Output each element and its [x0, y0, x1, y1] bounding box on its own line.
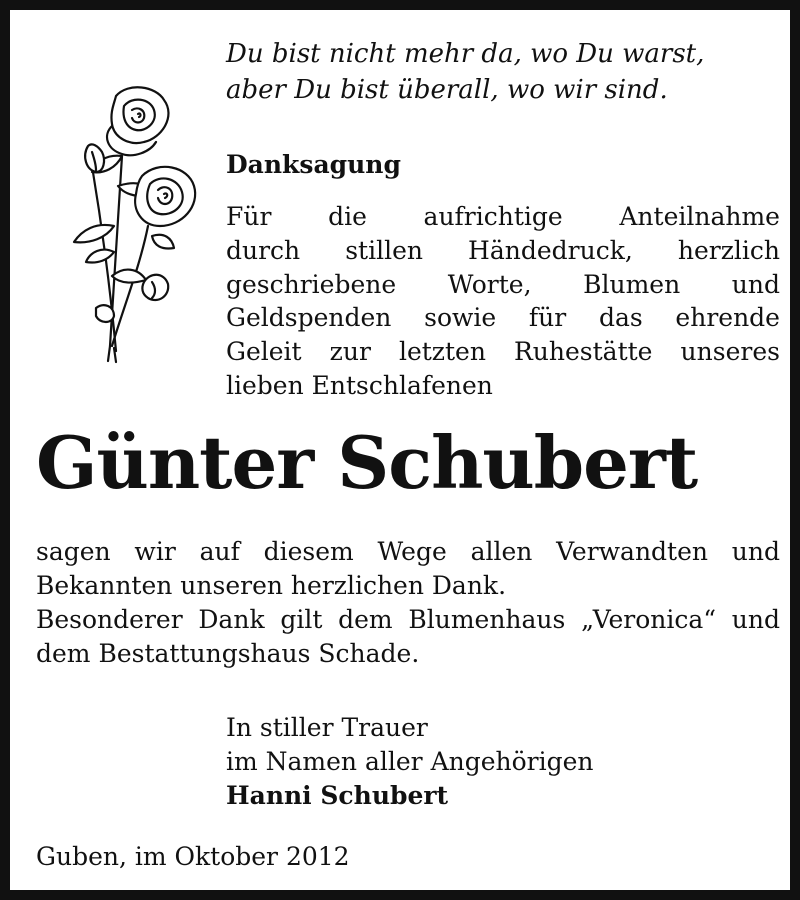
word: Geldspenden: [226, 303, 392, 333]
word: allen: [470, 537, 533, 566]
word: und: [731, 269, 780, 299]
word: gilt: [280, 605, 323, 634]
quote-line: Du bist nicht mehr da, wo Du warst,: [226, 39, 705, 69]
word: stillen: [345, 235, 423, 265]
word: sowie: [424, 303, 497, 333]
word: „Veronica“: [581, 605, 717, 634]
quote-line: aber Du bist überall, wo wir sind.: [226, 75, 668, 105]
word: diesem: [263, 537, 354, 566]
place-date: Guben, im Oktober 2012: [36, 842, 350, 871]
text-line: [226, 200, 780, 234]
word: das: [598, 303, 643, 333]
word: und: [731, 537, 780, 566]
word: Ruhestätte: [513, 337, 653, 367]
word: für: [528, 303, 567, 333]
word: und: [731, 605, 780, 634]
word: Wege: [377, 537, 447, 566]
text-line: Bekannten unseren herzlichen Dank.: [36, 571, 507, 600]
signature-block: [226, 711, 594, 813]
word: Besonderer: [36, 605, 183, 634]
deceased-name: Günter Schubert: [36, 420, 698, 505]
thanks-paragraph: [36, 535, 780, 671]
text-line: [226, 268, 780, 302]
intro-paragraph: [226, 200, 780, 403]
text-line: [226, 234, 780, 268]
word: letzten: [398, 337, 486, 367]
word: Verwandten: [556, 537, 708, 566]
word: aufrichtige: [423, 202, 563, 231]
word: unseres: [680, 337, 780, 367]
word: dem: [338, 605, 393, 634]
word: Für: [226, 202, 272, 231]
word: Anteilnahme: [619, 202, 780, 231]
word: die: [328, 202, 367, 231]
word: zur: [329, 337, 371, 367]
word: ehrende: [675, 303, 780, 333]
text-line: [226, 301, 780, 335]
signature-line: In stiller Trauer: [226, 713, 428, 742]
word: wir: [134, 537, 176, 566]
word: auf: [199, 537, 240, 566]
word: geschriebene: [226, 269, 397, 299]
heading-danksagung: Danksagung: [226, 150, 401, 179]
word: Blumen: [583, 269, 681, 299]
signer-name: Hanni Schubert: [226, 781, 449, 810]
word: Geleit: [226, 337, 302, 367]
word: Dank: [198, 605, 265, 634]
rose-icon: [52, 76, 208, 366]
word: herzlich: [677, 235, 780, 265]
word: durch: [226, 235, 301, 265]
text-line: [36, 603, 780, 637]
text-line: [36, 535, 780, 569]
word: Händedruck,: [468, 235, 633, 265]
text-line: lieben Entschlafenen: [226, 370, 493, 400]
text-line: dem Bestattungshaus Schade.: [36, 639, 420, 668]
signature-line: im Namen aller Angehörigen: [226, 747, 594, 776]
memorial-quote: [226, 36, 704, 108]
text-line: [226, 335, 780, 369]
word: sagen: [36, 537, 111, 566]
word: Worte,: [447, 269, 532, 299]
word: Blumenhaus: [408, 605, 566, 634]
